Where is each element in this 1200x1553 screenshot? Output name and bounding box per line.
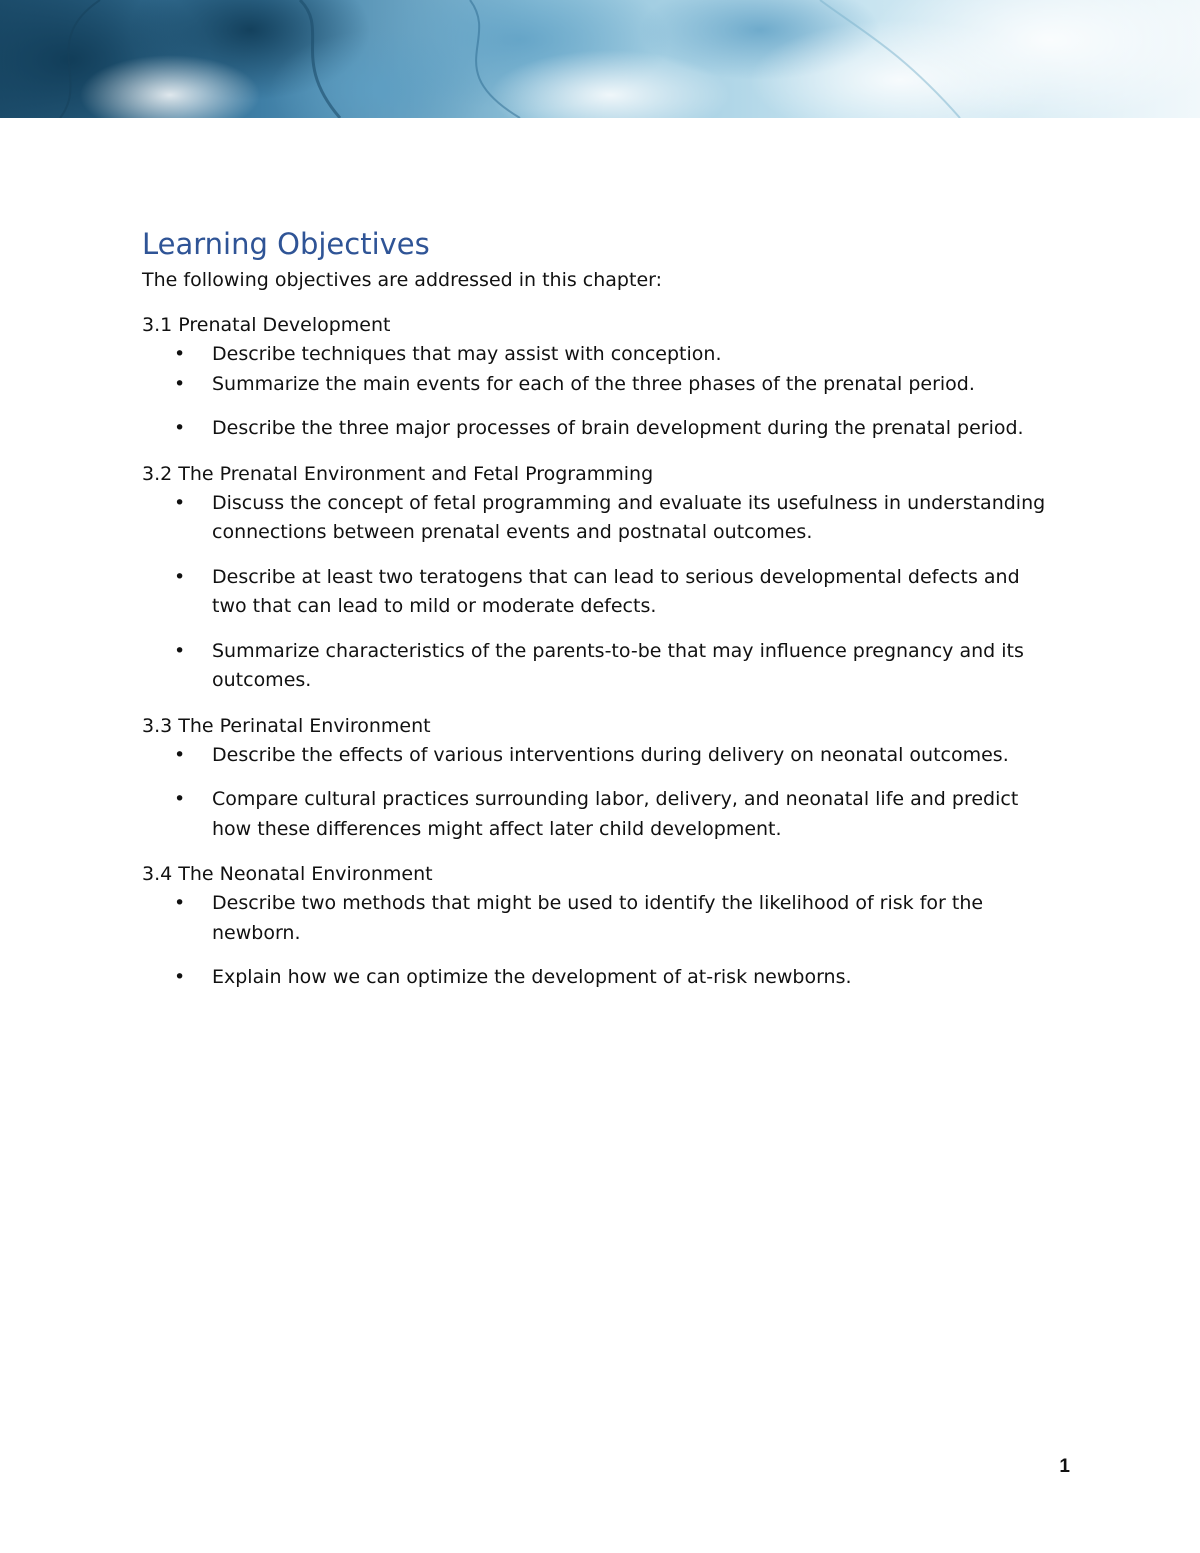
- list-item-text: Describe the three major processes of brain development during the prenatal period.: [212, 417, 1024, 439]
- list-item: [142, 370, 1054, 400]
- list-item-text: Explain how we can optimize the development of at-risk newborns.: [212, 966, 852, 988]
- bullet-icon: •: [174, 565, 186, 588]
- bullet-icon: •: [174, 639, 186, 662]
- section-heading-3-2: 3.2 The Prenatal Environment and Fetal Programming: [142, 462, 654, 485]
- list-item: [142, 637, 1054, 696]
- list-item: [142, 963, 1054, 993]
- objective-list-3-1: [142, 340, 1072, 444]
- list-item-text: Summarize the main events for each of the three phases of the prenatal period.: [212, 372, 975, 395]
- list-item: [142, 785, 1054, 844]
- objective-list-3-2: [142, 489, 1072, 696]
- objective-list-3-4: [142, 889, 1072, 993]
- section-heading-3-4: 3.4 The Neonatal Environment: [142, 863, 433, 885]
- intro-text: The following objectives are addressed in this chapter:: [142, 269, 663, 291]
- list-item-text: Describe two methods that might be used to identify the likelihood of risk for the newborn.: [212, 892, 984, 944]
- list-item-text: Describe techniques that may assist with conception.: [212, 343, 722, 365]
- bullet-icon: •: [174, 343, 186, 365]
- list-item: [142, 340, 1054, 370]
- list-item-text: Summarize characteristics of the parents-to-be that may influence pregnancy and its outcomes.: [212, 639, 1024, 691]
- list-item: [142, 741, 1054, 771]
- bullet-icon: •: [174, 788, 186, 810]
- header-banner-image: [0, 0, 1200, 118]
- objective-list-3-3: [142, 741, 1072, 845]
- list-item: [142, 563, 1054, 622]
- list-item: [142, 489, 1054, 548]
- section-heading-3-1: 3.1 Prenatal Development: [142, 314, 391, 336]
- page-title: Learning Objectives: [142, 227, 430, 261]
- page-number: 1: [1059, 1456, 1070, 1477]
- bullet-icon: •: [174, 417, 186, 439]
- bullet-icon: •: [174, 892, 186, 914]
- list-item: [142, 414, 1054, 444]
- section-heading-3-3: 3.3 The Perinatal Environment: [142, 714, 431, 737]
- list-item-text: Discuss the concept of fetal programming and evaluate its usefulness in understanding connections between prenatal events and postnatal outcomes.: [212, 491, 1046, 543]
- document-body: [142, 226, 1072, 993]
- list-item-text: Describe the effects of various interventions during delivery on neonatal outcomes.: [212, 743, 1009, 766]
- bullet-icon: •: [174, 743, 186, 766]
- bullet-icon: •: [174, 491, 186, 514]
- list-item: [142, 889, 1054, 948]
- list-item-text: Describe at least two teratogens that can lead to serious developmental defects and two that can lead to mild or moderate defects.: [212, 565, 1020, 617]
- bullet-icon: •: [174, 372, 186, 395]
- bullet-icon: •: [174, 966, 186, 988]
- list-item-text: Compare cultural practices surrounding labor, delivery, and neonatal life and predict how these differences might affect later child development.: [212, 788, 1019, 840]
